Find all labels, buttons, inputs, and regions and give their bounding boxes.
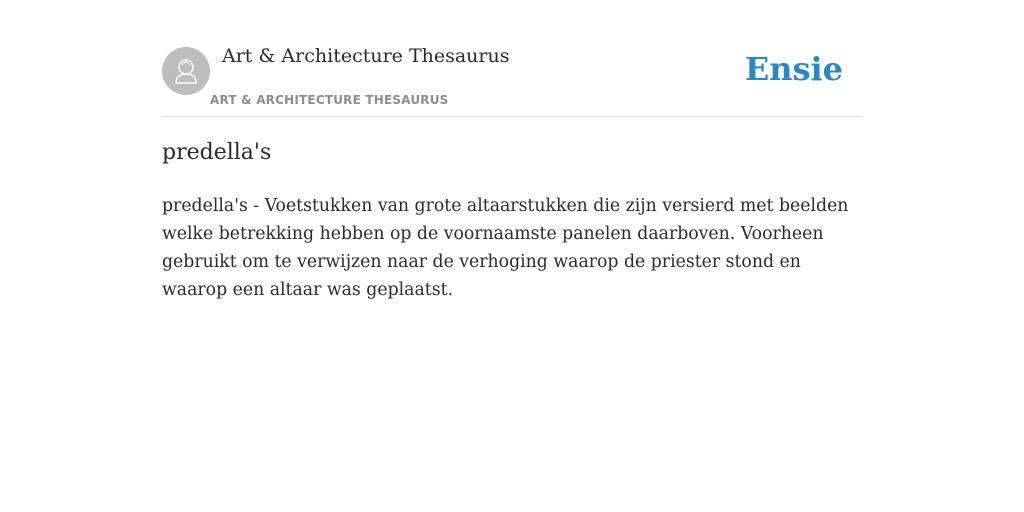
brand-logo[interactable]: Ensie [744, 50, 843, 88]
user-icon [162, 47, 210, 95]
avatar[interactable] [162, 47, 210, 95]
definition-text: predella's - Voetstukken van grote altaarstukken die zijn versierd met beelden welke betrekking hebben op de voornaamste panelen daarboven. Voorheen gebruikt om te verwijzen naar de verhoging waarop de priester stond en waarop een altaar was geplaatst. [162, 196, 849, 300]
source-name[interactable]: ART & ARCHITECTURE THESAURUS [210, 93, 449, 107]
entry-header [162, 40, 862, 117]
page-title: predella's [162, 140, 272, 165]
author-name[interactable]: Art & Architecture Thesaurus [222, 45, 510, 67]
